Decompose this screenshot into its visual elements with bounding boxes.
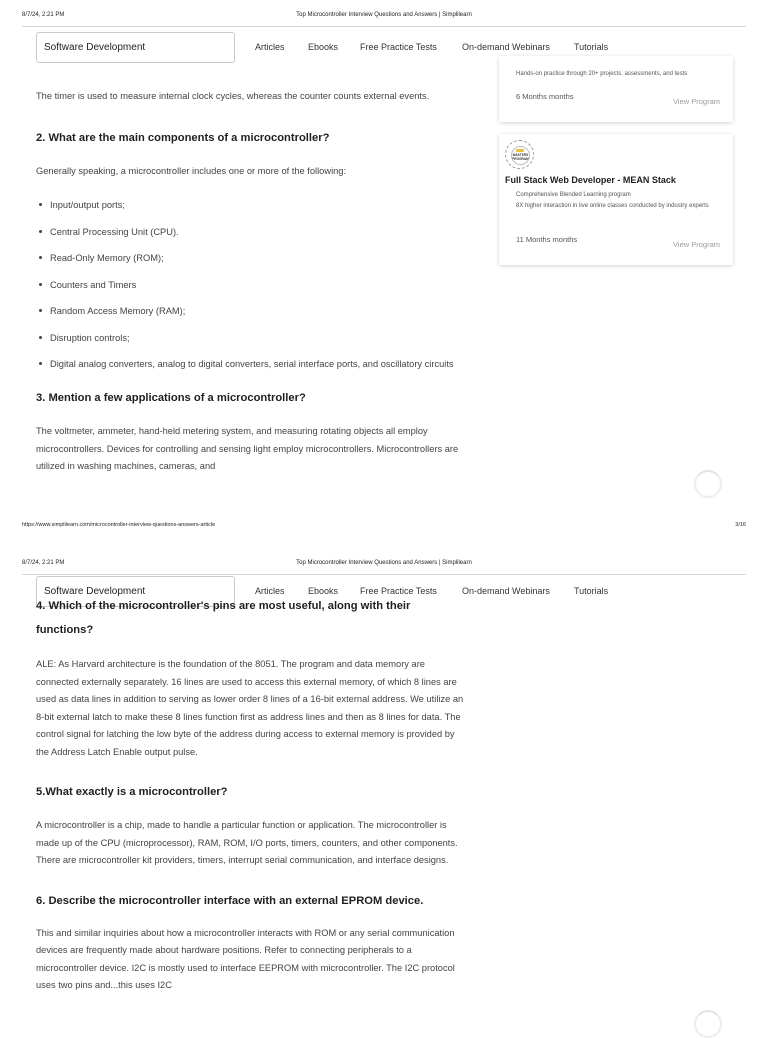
program-desc-1: Comprehensive Blended Learning program [516, 192, 631, 198]
question-6-heading: 6. Describe the microcontroller interface with an external EPROM device. [36, 894, 424, 907]
question-4-answer: ALE: As Harvard architecture is the foundation of the 8051. The program and data memory are connected externally separately. 16 lines are used to access this external memory, of which 8 lines are used as data lines in addition to serving as lower order 8 lines of a 16-bit external address. We utilize an 8-bit external latch to make these 8 lines function first as address lines and then as 8 lines for data. The control signal for latching the low byte of the address during access to external memory is provided by the Address Latch Enable output pulse. [36, 659, 464, 757]
view-program-link[interactable]: View Program [673, 240, 720, 249]
program-desc-2: 8X higher interaction in live online classes conducted by industry experts [516, 203, 709, 209]
program-duration: 6 Months months [516, 92, 574, 101]
nav-tutorials[interactable]: Tutorials [574, 42, 609, 52]
header-divider [22, 574, 746, 575]
category-label: Software Development [44, 42, 146, 53]
question-4-heading-cut: 4. Which of the microcontroller's pins are most useful, along with their [36, 600, 411, 612]
intro-paragraph: The timer is used to measure internal clock cycles, whereas the counter counts external events. [36, 91, 430, 101]
list-item: Random Access Memory (RAM); [36, 303, 466, 319]
print-header [22, 560, 746, 570]
list-item: Digital analog converters, analog to digital converters, serial interface ports, and oscillatory circuits [36, 356, 466, 372]
question-6-answer: This and similar inquiries about how a microcontroller interacts with ROM or any serial communication devices are frequently made about hardware positions. Refer to connecting peripherals to a microcontroller device. I2C is mostly used to interface EEPROM with microcontroller. The I2C protocol uses two pins and...this uses I2C [36, 927, 455, 990]
list-item: Read-Only Memory (ROM); [36, 250, 466, 266]
question-3-answer: The voltmeter, ammeter, hand-held metering system, and measuring rotating objects all employ microcontrollers. Devices for controlling and sensing light employ microcontrollers. Microcontrollers are utilized in washing machines, cameras, and [36, 426, 459, 471]
view-program-link[interactable]: View Program [673, 97, 720, 106]
nav-on-demand-webinars[interactable]: On-demand Webinars [462, 42, 550, 52]
program-card-desc: Hands-on practice through 20+ projects, assessments, and tests [516, 71, 688, 77]
print-date: 8/7/24, 2:21 PM [22, 560, 65, 566]
print-date: 8/7/24, 2:21 PM [22, 12, 65, 18]
print-page-number: 3/16 [735, 522, 746, 528]
list-item: Disruption controls; [36, 330, 466, 346]
question-2-intro: Generally speaking, a microcontroller includes one or more of the following: [36, 165, 347, 176]
nav-on-demand-webinars[interactable]: On-demand Webinars [462, 586, 550, 596]
components-list [36, 197, 466, 372]
print-header [22, 12, 746, 22]
category-label: Software Development [44, 586, 146, 597]
loading-spinner-icon [694, 1010, 722, 1038]
question-4-heading [36, 600, 466, 640]
nav-articles[interactable]: Articles [255, 586, 285, 596]
article-body [36, 88, 466, 475]
question-5-heading: 5.What exactly is a microcontroller? [36, 786, 228, 798]
loading-spinner-icon [694, 470, 722, 498]
list-item: Counters and Timers [36, 277, 466, 293]
nav-free-practice-tests[interactable]: Free Practice Tests [360, 42, 437, 52]
nav-free-practice-tests[interactable]: Free Practice Tests [360, 586, 437, 596]
print-title: Top Microcontroller Interview Questions and Answers | Simplilearn [296, 12, 472, 18]
list-item: Input/output ports; [36, 197, 466, 213]
nav-articles[interactable]: Articles [255, 42, 285, 52]
program-card-mean-stack[interactable] [499, 134, 733, 265]
masters-program-badge-icon: MASTERS PROGRAM [505, 140, 534, 169]
nav-ebooks[interactable]: Ebooks [308, 42, 339, 52]
article-body [36, 600, 466, 990]
question-4-heading-end: functions? [36, 624, 94, 636]
question-5-answer: A microcontroller is a chip, made to handle a particular function or application. The microcontroller is made up of the CPU (microprocessor), RAM, ROM, I/O ports, timers, counters, and other components. There are microcontroller kit providers, timers, interrupt serial communication, and interface designs. [36, 820, 458, 865]
program-card[interactable] [499, 56, 733, 122]
print-page-2 [0, 548, 768, 1024]
nav-ebooks[interactable]: Ebooks [308, 586, 339, 596]
print-url: https://www.simplilearn.com/microcontroller-interview-questions-answers-article [22, 522, 216, 528]
program-title[interactable]: Full Stack Web Developer - MEAN Stack [505, 175, 676, 185]
print-title: Top Microcontroller Interview Questions and Answers | Simplilearn [296, 560, 472, 566]
print-footer [22, 522, 746, 528]
question-3-heading: 3. Mention a few applications of a microcontroller? [36, 392, 306, 404]
program-duration: 11 Months months [516, 235, 578, 244]
nav-tutorials[interactable]: Tutorials [574, 586, 609, 596]
category-dropdown[interactable] [36, 32, 235, 63]
header-divider [22, 26, 746, 27]
list-item: Central Processing Unit (CPU). [36, 224, 466, 240]
question-2-heading: 2. What are the main components of a microcontroller? [36, 131, 330, 144]
